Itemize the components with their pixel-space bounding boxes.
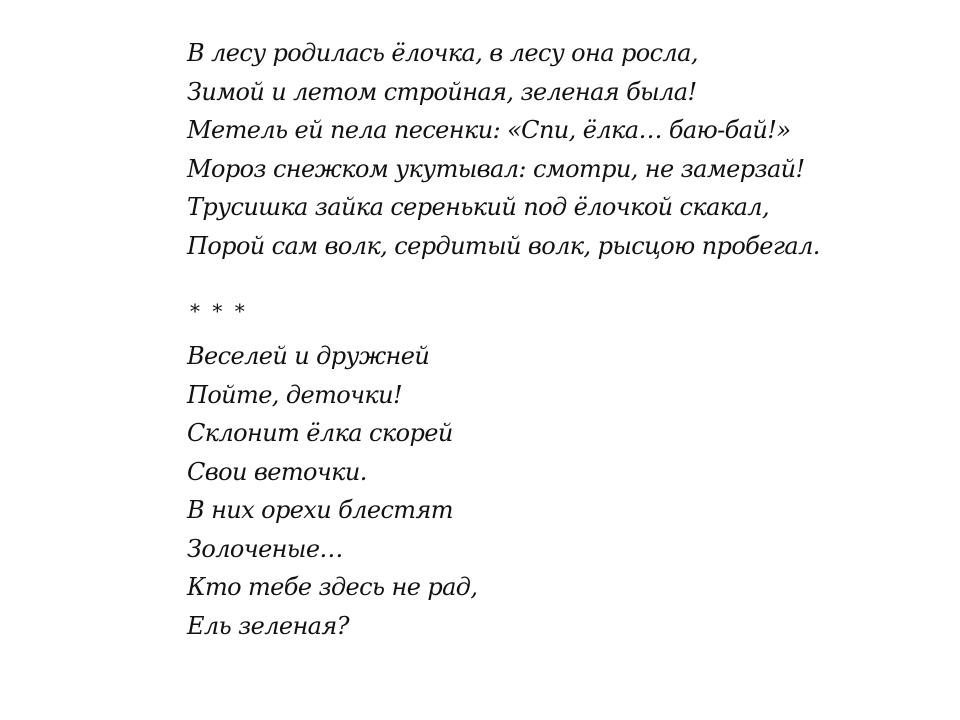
poem-line: Метель ей пела песенки: «Спи, ёлка… баю-бай!» [187,116,791,144]
poem-line: Свои веточки. [187,457,367,486]
poem-line: Порой сам волк, сердитый волк, рысцою пробегал. [187,231,820,260]
stanza-2 [187,337,477,645]
poem-line: Кто тебе здесь не рад, [187,573,478,601]
stanza-separator: * * * [190,299,248,323]
poem-line: Ель зеленая? [187,611,349,640]
poem-line: Золоченые… [187,534,343,563]
poem-line: Мороз снежком укутывал: смотри, не замерзай! [187,154,805,183]
poem-line: Склонит ёлка скорей [187,419,453,447]
stanza-1 [187,34,820,265]
poem-line: Пойте, деточки! [187,380,403,409]
poem-line: Трусишка зайка серенький под ёлочкой скакал, [187,193,769,221]
poem-line: В них орехи блестят [187,496,453,524]
poem-line: Зимой и летом стройная, зеленая была! [187,77,697,106]
poem-line: Веселей и дружней [187,342,430,370]
poem-line: В лесу родилась ёлочка, в лесу она росла, [187,39,698,67]
